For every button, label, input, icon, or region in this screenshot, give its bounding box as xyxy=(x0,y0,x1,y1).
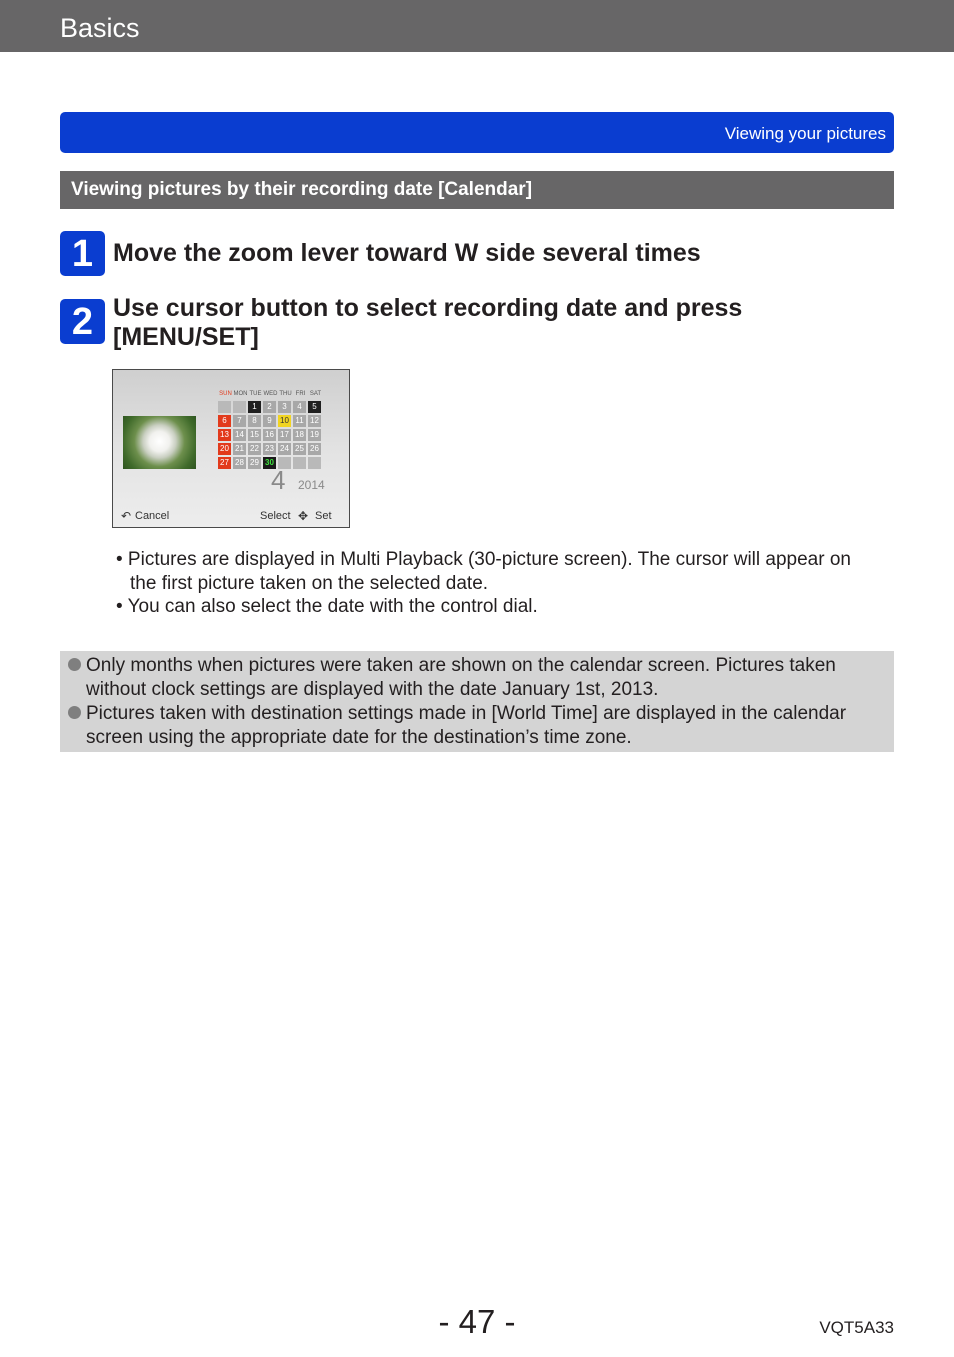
calendar-year: 2014 xyxy=(298,478,325,492)
calendar-day: 6 xyxy=(218,415,231,427)
calendar-day: 18 xyxy=(293,429,306,441)
calendar-day: 14 xyxy=(233,429,246,441)
step-1-number: 1 xyxy=(60,231,105,276)
calendar-day: 7 xyxy=(233,415,246,427)
step-2-text: Use cursor button to select recording date and press [MENU/SET] xyxy=(113,294,743,351)
calendar-day: 21 xyxy=(233,443,246,455)
calendar-day: 28 xyxy=(233,457,246,469)
section-title: Basics xyxy=(60,13,140,43)
top-header-bar xyxy=(0,0,954,52)
note-item: • You can also select the date with the control dial. xyxy=(116,596,538,617)
breadcrumb-link[interactable]: Viewing your pictures xyxy=(724,124,886,143)
calendar-day: 3 xyxy=(278,401,291,413)
calendar-day: 5 xyxy=(308,401,321,413)
note-item: • Pictures are displayed in Multi Playback (30-picture screen). The cursor will appear on the first picture taken on the selected date. xyxy=(116,549,851,594)
calendar-grid xyxy=(216,399,323,471)
calendar-day: 27 xyxy=(218,457,231,469)
calendar-day: 20 xyxy=(218,443,231,455)
info-text: Only months when pictures were taken are shown on the calendar screen. Pictures taken without clock settings are displayed with the date January 1st, 2013. xyxy=(86,655,836,700)
page-number: - 47 - xyxy=(438,1303,516,1340)
photo-thumbnail xyxy=(123,416,196,469)
info-text: Pictures taken with destination settings made in [World Time] are displayed in the calendar screen using the appropriate date for the destination’s time zone. xyxy=(86,703,847,748)
info-item xyxy=(68,702,886,750)
calendar-day: 10 xyxy=(278,415,291,427)
calendar-week xyxy=(218,429,321,441)
set-label: Set xyxy=(315,510,332,522)
calendar-day: 23 xyxy=(263,443,276,455)
calendar-day: 30 xyxy=(263,457,276,469)
calendar-month: 4 xyxy=(271,465,286,495)
calendar-day: 2 xyxy=(263,401,276,413)
step-2-number: 2 xyxy=(60,299,105,344)
day-header: THU xyxy=(279,391,292,397)
day-header: TUE xyxy=(249,391,262,397)
day-header: MON xyxy=(233,391,248,397)
bullet-icon xyxy=(68,706,81,719)
calendar-day: 17 xyxy=(278,429,291,441)
day-header: WED xyxy=(263,391,278,397)
calendar-day: 16 xyxy=(263,429,276,441)
section-heading: Viewing pictures by their recording date [Calendar] xyxy=(71,179,533,200)
calendar-day-headers xyxy=(218,391,323,398)
step-1-text: Move the zoom lever toward W side several times xyxy=(113,239,701,267)
calendar-day: 8 xyxy=(248,415,261,427)
calendar-week xyxy=(218,443,321,455)
calendar-day: 22 xyxy=(248,443,261,455)
calendar-day: 15 xyxy=(248,429,261,441)
model-code: VQT5A33 xyxy=(819,1318,894,1337)
day-header: SAT xyxy=(309,391,322,397)
return-icon: ↶ xyxy=(121,509,132,523)
calendar-day: 12 xyxy=(308,415,321,427)
calendar-day: 25 xyxy=(293,443,306,455)
calendar-day: 9 xyxy=(263,415,276,427)
day-header: FRI xyxy=(295,391,306,397)
info-item xyxy=(68,654,886,702)
calendar-day: 4 xyxy=(293,401,306,413)
calendar-day: 13 xyxy=(218,429,231,441)
calendar-day: 11 xyxy=(293,415,306,427)
bullet-icon xyxy=(68,658,81,671)
info-box xyxy=(60,651,894,752)
calendar-day: 24 xyxy=(278,443,291,455)
calendar-day: 29 xyxy=(248,457,261,469)
day-header: SUN xyxy=(219,391,232,397)
select-label: Select xyxy=(260,510,291,522)
calendar-day xyxy=(233,401,246,413)
calendar-week xyxy=(218,401,321,413)
calendar-week xyxy=(218,457,321,469)
calendar-day xyxy=(308,457,321,469)
calendar-screen-illustration xyxy=(112,369,350,528)
calendar-day xyxy=(293,457,306,469)
cancel-label: Cancel xyxy=(135,510,170,522)
calendar-week xyxy=(218,415,321,427)
calendar-day: 26 xyxy=(308,443,321,455)
breadcrumb-bar xyxy=(60,112,894,153)
calendar-day: 19 xyxy=(308,429,321,441)
section-heading-bar xyxy=(60,171,894,209)
calendar-day xyxy=(218,401,231,413)
cursor-button-icon: ✥ xyxy=(298,509,309,523)
step-notes xyxy=(116,548,876,619)
calendar-day: 1 xyxy=(248,401,261,413)
